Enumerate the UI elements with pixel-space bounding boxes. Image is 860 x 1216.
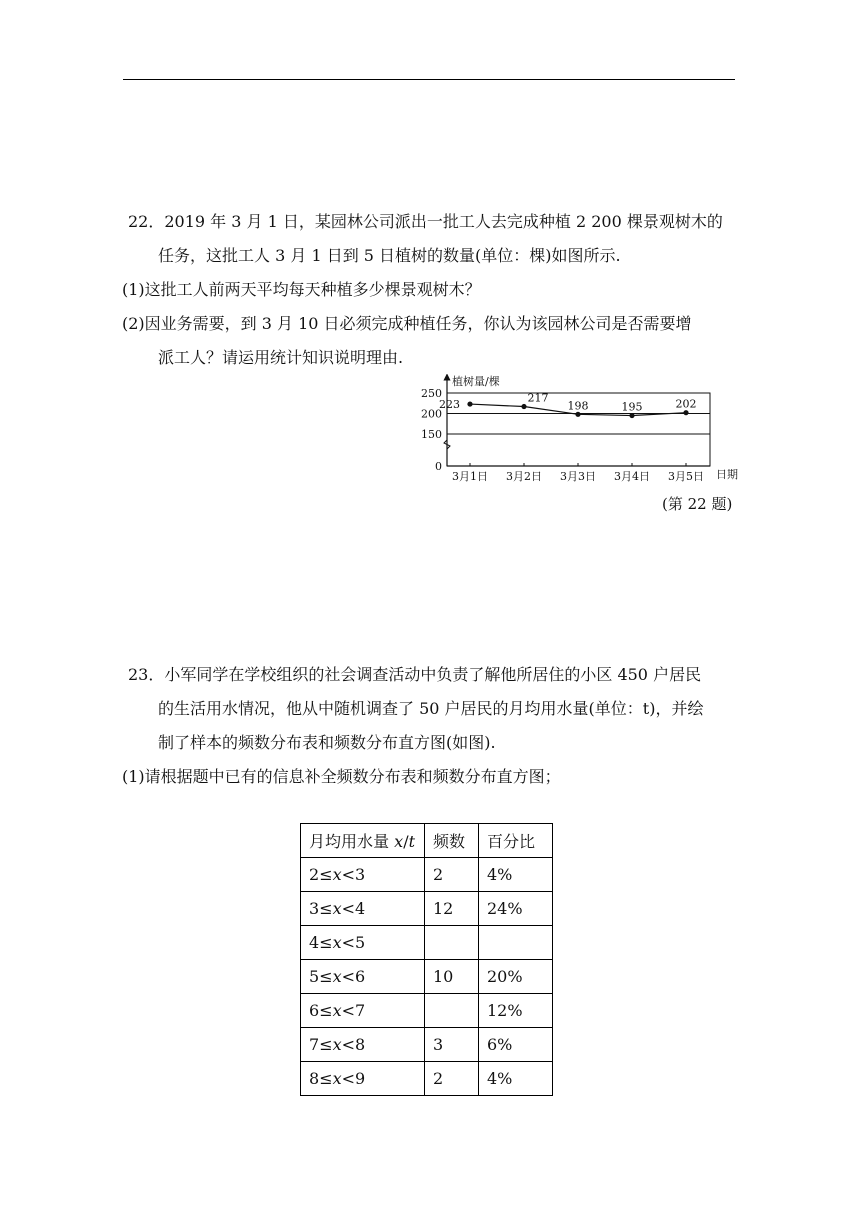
q22-part-2: (2)因业务需要，到 3 月 10 日必须完成种植任务，你认为该园林公司是否需要增 xyxy=(122,314,692,333)
table-header-cell: 月均用水量 x/t xyxy=(301,824,425,858)
y-tick-label: 0 xyxy=(435,460,442,473)
figure-caption: (第 22 题) xyxy=(662,495,733,513)
table-cell: 4% xyxy=(479,858,553,892)
table-cell: 2 xyxy=(425,858,479,892)
q22-part-1: (1)这批工人前两天平均每天种植多少棵景观树木？ xyxy=(122,280,481,299)
table-cell xyxy=(425,926,479,960)
x-tick-label: 3月1日 xyxy=(452,470,488,483)
tree-planting-line-chart xyxy=(412,374,742,486)
frequency-table xyxy=(300,823,553,1096)
table-cell: 5≤x<6 xyxy=(301,960,425,994)
data-point xyxy=(521,404,526,409)
table-cell xyxy=(479,926,553,960)
table-row xyxy=(301,1062,553,1096)
chart-y-label: 植树量/棵 xyxy=(452,375,500,388)
table-cell: 7≤x<8 xyxy=(301,1028,425,1062)
y-tick-label: 150 xyxy=(421,428,442,441)
q22-line-2: 任务，这批工人 3 月 1 日到 5 日植树的数量(单位：棵)如图所示. xyxy=(158,246,621,265)
q23-line-3: 制了样本的频数分布表和频数分布直方图(如图). xyxy=(158,733,496,752)
q22-line-1: 22．2019 年 3 月 1 日，某园林公司派出一批工人去完成种植 2 200 棵景观树木的 xyxy=(128,212,723,231)
table-row xyxy=(301,994,553,1028)
table-header-row xyxy=(301,824,553,858)
table-cell: 6% xyxy=(479,1028,553,1062)
data-label: 202 xyxy=(675,397,697,411)
q23-part-1: (1)请根据题中已有的信息补全频数分布表和频数分布直方图； xyxy=(122,767,561,786)
table-row xyxy=(301,926,553,960)
header-rule xyxy=(123,79,735,80)
table-cell: 8≤x<9 xyxy=(301,1062,425,1096)
data-label: 217 xyxy=(527,391,549,405)
x-tick-label: 3月2日 xyxy=(506,470,542,483)
data-point xyxy=(467,401,472,406)
table-cell: 4≤x<5 xyxy=(301,926,425,960)
table-cell: 24% xyxy=(479,892,553,926)
table-cell: 2 xyxy=(425,1062,479,1096)
table-cell: 3≤x<4 xyxy=(301,892,425,926)
table-cell: 12 xyxy=(425,892,479,926)
table-cell: 3 xyxy=(425,1028,479,1062)
table-cell: 20% xyxy=(479,960,553,994)
x-tick-label: 3月5日 xyxy=(668,470,704,483)
table-header-cell: 频数 xyxy=(425,824,479,858)
table-row xyxy=(301,858,553,892)
x-tick-label: 3月4日 xyxy=(614,470,650,483)
y-tick-label: 200 xyxy=(421,407,442,421)
table-cell xyxy=(425,994,479,1028)
y-tick-label: 250 xyxy=(421,387,442,400)
table-cell: 2≤x<3 xyxy=(301,858,425,892)
table-header-cell: 百分比 xyxy=(479,824,553,858)
table-row xyxy=(301,1028,553,1062)
table-cell: 6≤x<7 xyxy=(301,994,425,1028)
q22-part-2-cont: 派工人？请运用统计知识说明理由. xyxy=(158,348,404,367)
table-row xyxy=(301,892,553,926)
data-label: 198 xyxy=(567,399,589,413)
table-cell: 4% xyxy=(479,1062,553,1096)
x-tick-label: 3月3日 xyxy=(560,470,596,483)
data-label: 223 xyxy=(439,398,460,412)
table-cell: 10 xyxy=(425,960,479,994)
data-label: 195 xyxy=(621,400,643,414)
chart-x-label: 日期 xyxy=(716,468,738,481)
q23-line-1: 23．小军同学在学校组织的社会调查活动中负责了解他所居住的小区 450 户居民 xyxy=(128,665,702,684)
table-row xyxy=(301,960,553,994)
data-point xyxy=(575,412,580,417)
data-point xyxy=(629,413,634,418)
data-point xyxy=(683,410,688,415)
q23-line-2: 的生活用水情况，他从中随机调查了 50 户居民的月均用水量(单位：t)，并绘 xyxy=(158,699,704,718)
table-cell: 12% xyxy=(479,994,553,1028)
